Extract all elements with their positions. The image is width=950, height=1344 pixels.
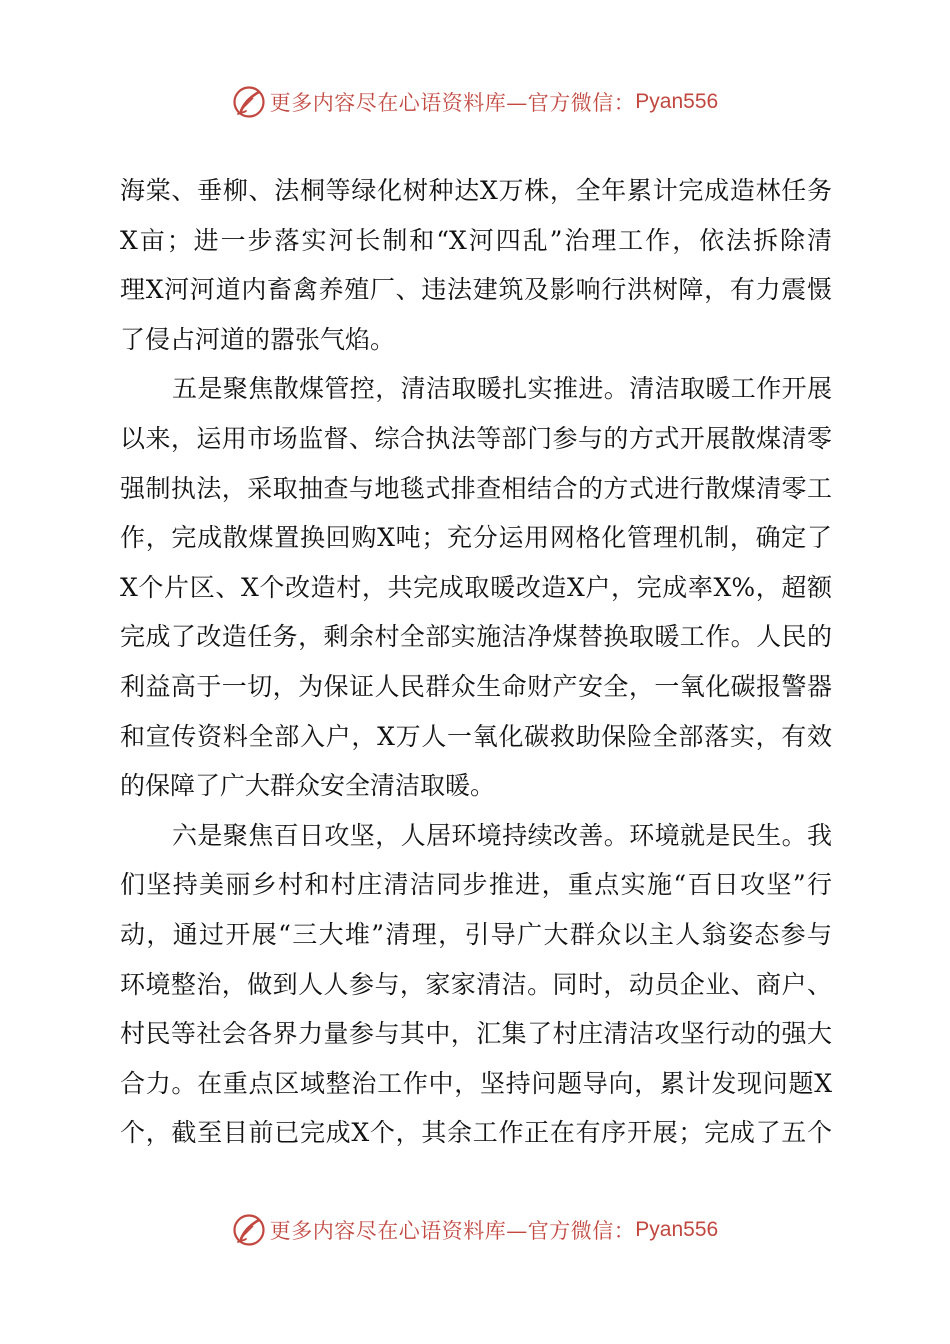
text-line: 们坚持美丽乡村和村庄清洁同步推进，重点实施“百日攻坚”行 — [120, 870, 832, 900]
text-line: 完成了改造任务，剩余村全部实施洁净煤替换取暖工作。人民的 — [120, 622, 832, 652]
text-line: 作，完成散煤置换回购X吨；充分运用网格化管理机制，确定了 — [120, 523, 832, 553]
paragraph — [120, 811, 832, 1158]
footer-watermark — [0, 1210, 950, 1250]
watermark-text: 更多内容尽在心语资料库—官方微信： — [269, 1219, 636, 1243]
text-line: 六是聚焦百日攻坚，人居环境持续改善。环境就是民生。我 — [172, 820, 832, 850]
watermark-text: 更多内容尽在心语资料库—官方微信： — [269, 91, 636, 115]
text-line: 了侵占河道的嚣张气焰。 — [120, 324, 396, 354]
pen-logo-icon — [232, 1213, 266, 1247]
text-line: 和宣传资料全部入户，X万人一氧化碳救助保险全部落实，有效 — [120, 721, 832, 751]
text-line: X个片区、X个改造村，共完成取暖改造X户，完成率X%，超额 — [120, 572, 832, 602]
text-line: 以来，运用市场监督、综合执法等部门参与的方式开展散煤清零 — [120, 423, 832, 453]
text-line: 利益高于一切，为保证人民群众生命财产安全，一氧化碳报警器 — [120, 671, 832, 701]
text-line: 五是聚焦散煤管控，清洁取暖扎实推进。清洁取暖工作开展 — [172, 374, 832, 404]
text-line: X亩；进一步落实河长制和“X河四乱”治理工作，依法拆除清 — [120, 225, 832, 255]
watermark-wechat-handle: Pyan556 — [635, 1218, 719, 1241]
text-line: 强制执法，采取抽查与地毯式排查相结合的方式进行散煤清零工 — [120, 473, 832, 503]
pen-logo-icon — [232, 85, 266, 119]
document-body — [120, 166, 832, 1158]
text-line: 村民等社会各界力量参与其中，汇集了村庄清洁攻坚行动的强大 — [120, 1019, 832, 1049]
text-line: 理X河河道内畜禽养殖厂、违法建筑及影响行洪树障，有力震慑 — [120, 275, 832, 305]
text-line: 环境整治，做到人人参与，家家清洁。同时，动员企业、商户、 — [120, 969, 832, 999]
text-line: 的保障了广大群众安全清洁取暖。 — [120, 771, 496, 801]
paragraph — [120, 166, 832, 364]
text-line: 海棠、垂柳、法桐等绿化树种达X万株，全年累计完成造林任务 — [120, 176, 832, 205]
text-line: 合力。在重点区域整治工作中，坚持问题导向，累计发现问题X — [120, 1068, 832, 1098]
header-watermark — [0, 82, 950, 122]
text-line: 动，通过开展“三大堆”清理，引导广大群众以主人翁姿态参与 — [120, 919, 832, 949]
paragraph — [120, 364, 832, 810]
watermark-wechat-handle: Pyan556 — [635, 90, 719, 113]
text-line: 个，截至目前已完成X个，其余工作正在有序开展；完成了五个 — [120, 1118, 832, 1148]
